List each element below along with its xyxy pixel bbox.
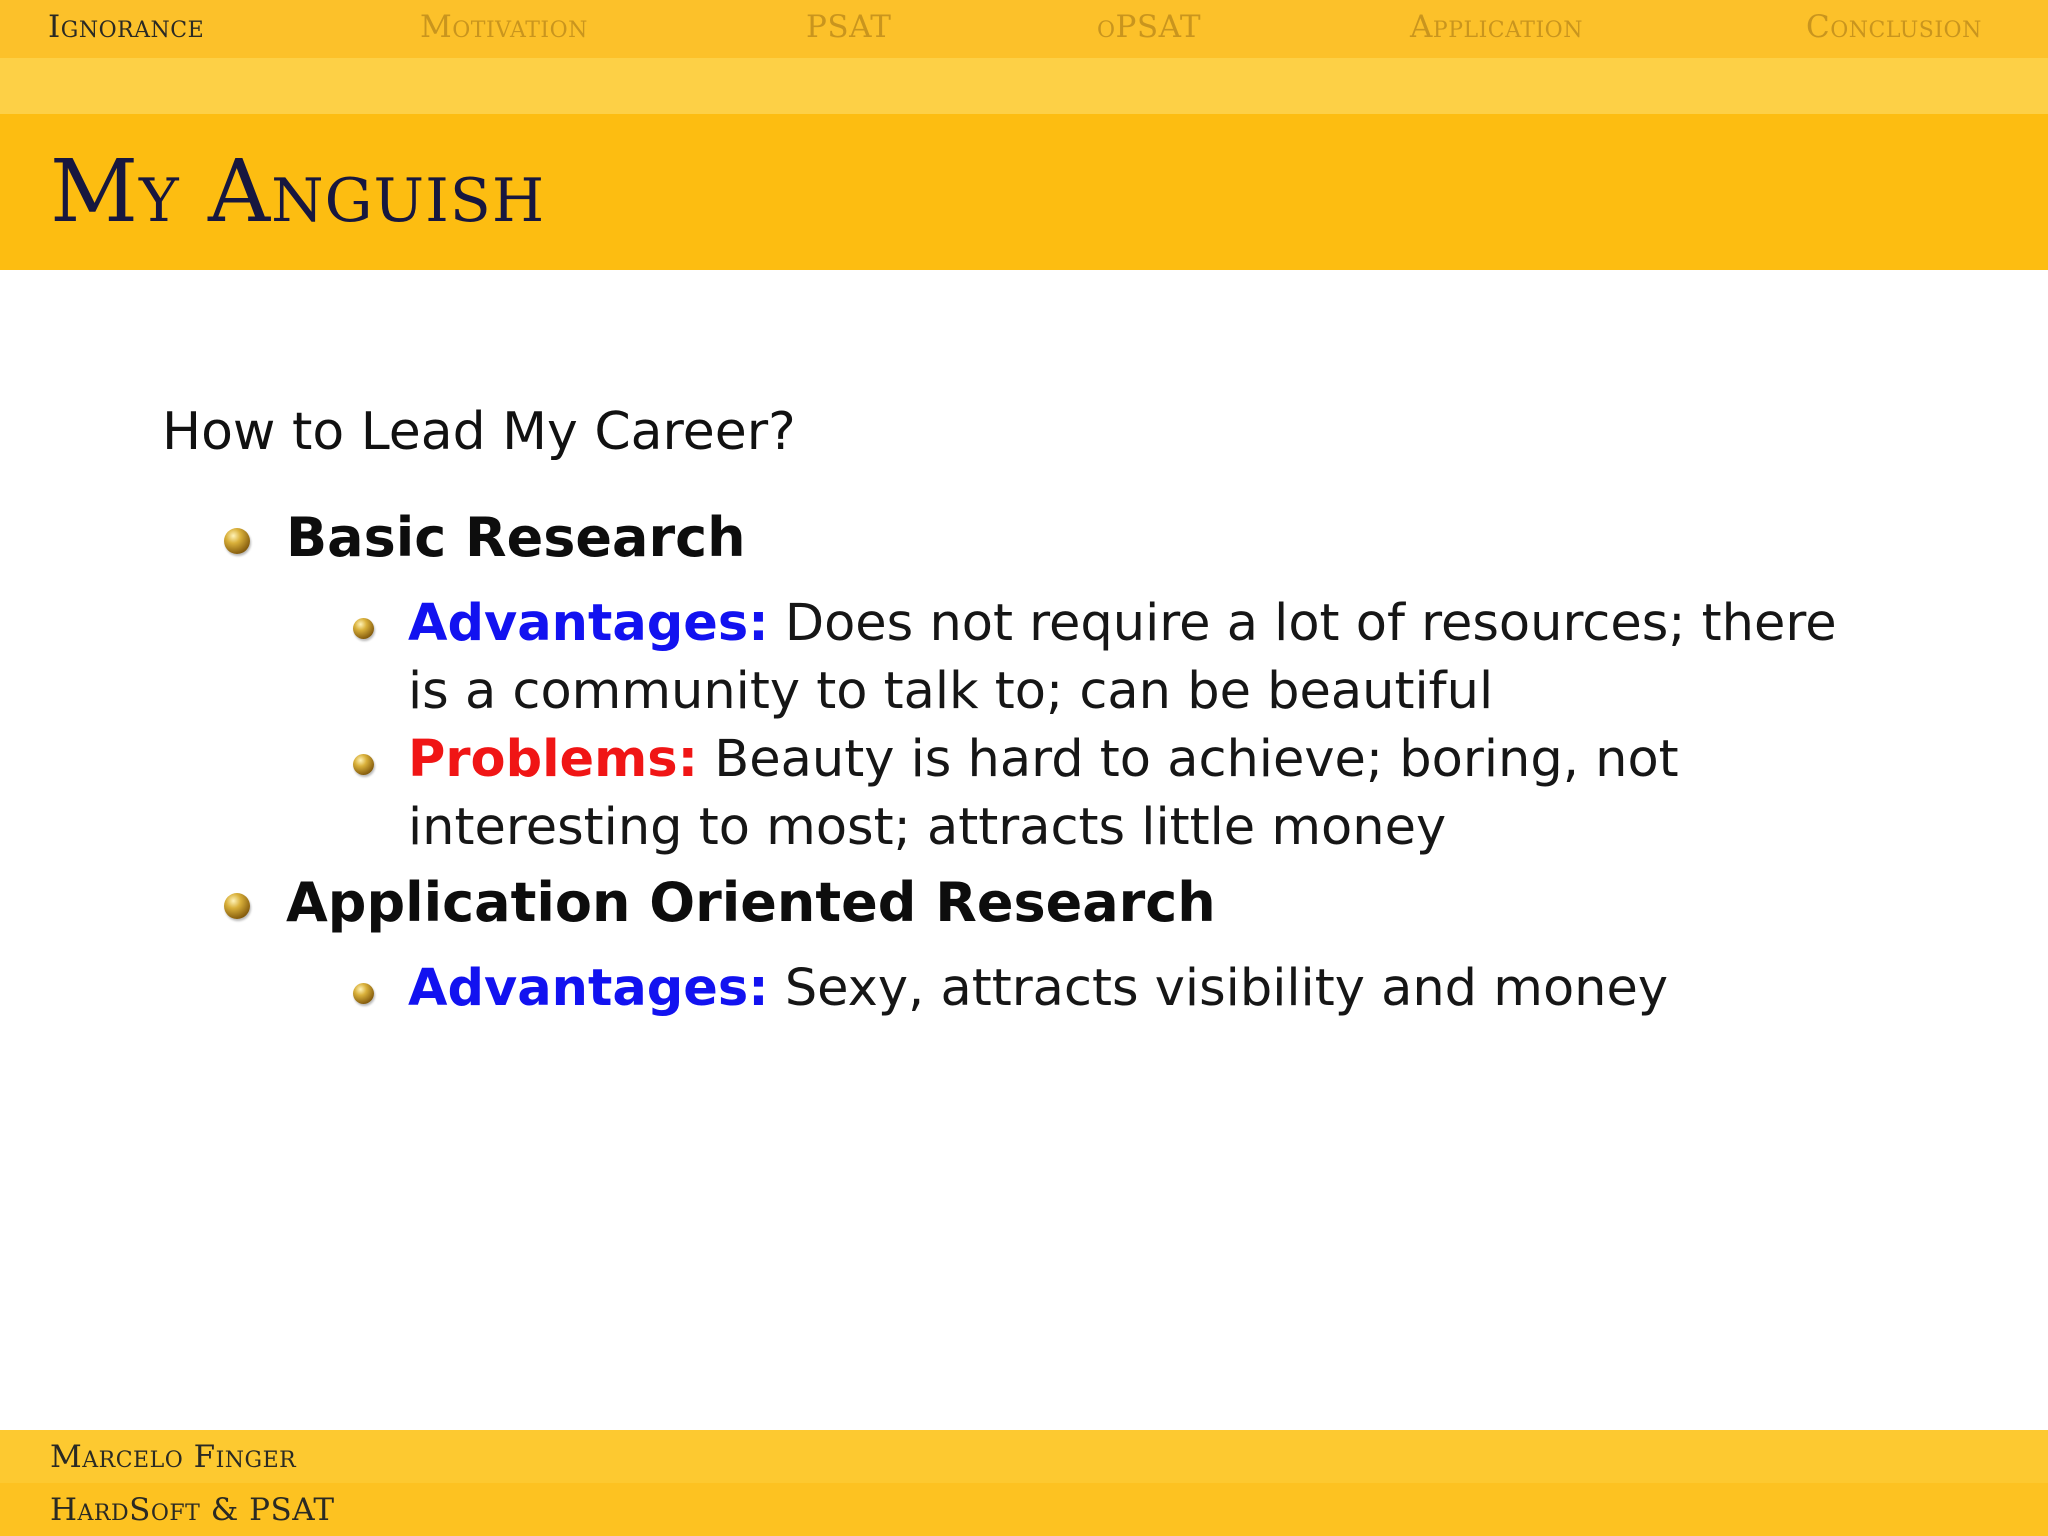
ball-bullet-icon bbox=[353, 618, 374, 639]
problems-keyword: Problems: bbox=[408, 730, 699, 789]
frame-title-band bbox=[0, 114, 2048, 270]
nav-section-conclusion[interactable]: Conclusion bbox=[1806, 9, 1982, 45]
frame-title: My Anguish bbox=[50, 142, 546, 242]
topic-heading-basic-research: Basic Research bbox=[286, 506, 746, 569]
ball-bullet-icon bbox=[353, 983, 374, 1004]
nav-section-motivation[interactable]: Motivation bbox=[420, 9, 588, 45]
application-research-advantages bbox=[408, 955, 1868, 1023]
advantages-keyword: Advantages: bbox=[408, 959, 769, 1018]
ball-bullet-icon bbox=[353, 754, 374, 775]
ball-bullet-icon bbox=[224, 528, 250, 554]
topic-heading-application-oriented-research: Application Oriented Research bbox=[286, 871, 1216, 934]
footer-short-title: HardSoft & PSAT bbox=[50, 1492, 335, 1528]
footer-title-bar bbox=[0, 1483, 2048, 1536]
subsection-strip bbox=[0, 58, 2048, 114]
problems-text: Beauty is hard to achieve; boring, not interesting to most; attracts little money bbox=[408, 730, 1679, 857]
nav-section-application[interactable]: Application bbox=[1410, 9, 1583, 45]
section-navigation bbox=[0, 0, 2048, 58]
advantages-text: Sexy, attracts visibility and money bbox=[784, 959, 1669, 1018]
nav-section-psat[interactable]: PSAT bbox=[806, 9, 892, 45]
frame-content bbox=[0, 270, 2048, 1430]
nav-section-opsat[interactable]: oPSAT bbox=[1097, 9, 1201, 45]
ball-bullet-icon bbox=[224, 893, 250, 919]
basic-research-problems bbox=[408, 726, 1868, 862]
nav-section-ignorance[interactable]: Ignorance bbox=[48, 9, 205, 45]
footer-author: Marcelo Finger bbox=[50, 1439, 297, 1475]
footer-author-bar bbox=[0, 1430, 2048, 1483]
career-question: How to Lead My Career? bbox=[162, 402, 796, 462]
advantages-keyword: Advantages: bbox=[408, 594, 769, 653]
basic-research-advantages bbox=[408, 590, 1868, 726]
advantages-text: Does not require a lot of resources; there is a community to talk to; can be beautiful bbox=[408, 594, 1837, 721]
